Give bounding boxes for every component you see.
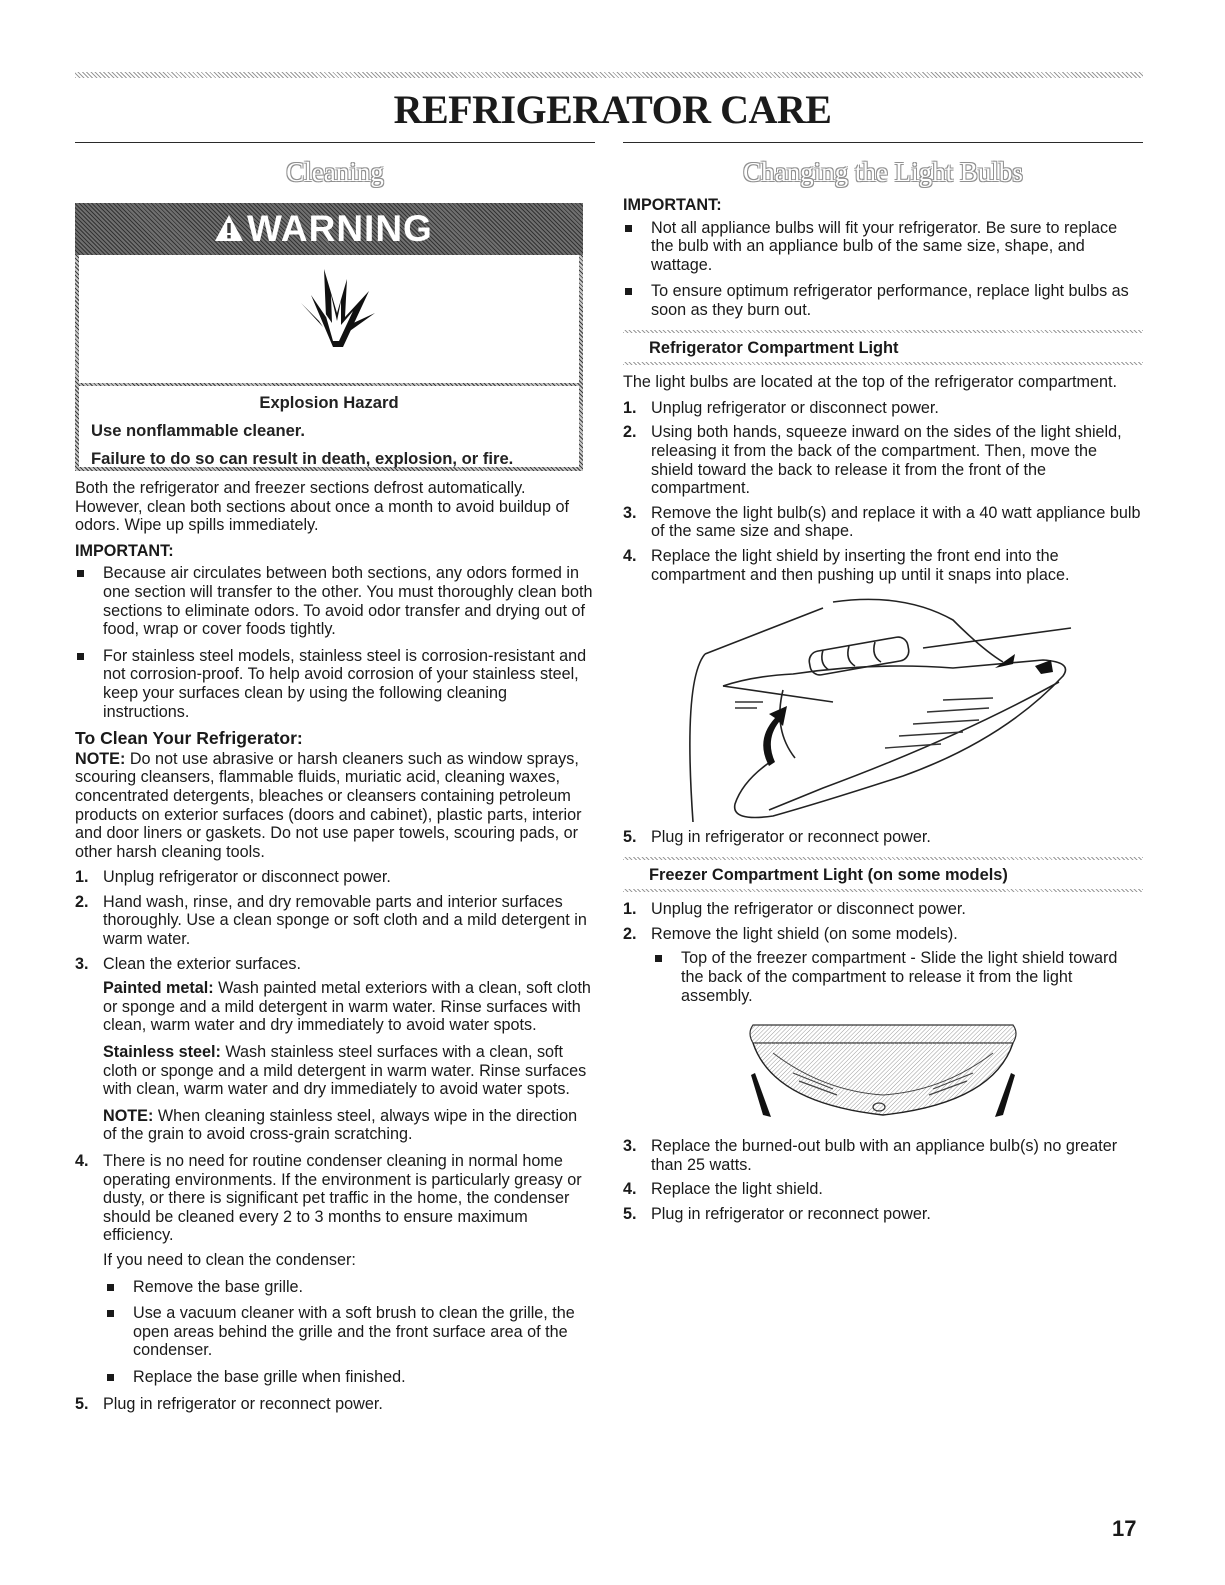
painted-metal-paragraph (75, 979, 595, 1035)
freezer-step-4 (623, 1180, 1143, 1199)
step-text: Replace the burned-out bulb with an appliance bulb(s) no greater than 25 watts. (651, 1137, 1118, 1174)
step-text: Unplug the refrigerator or disconnect power. (651, 900, 966, 919)
step-number: 1. (75, 868, 89, 887)
step-number: 4. (623, 1180, 637, 1199)
condenser-item: Replace the base grille when finished. (105, 1368, 595, 1387)
step-number: 4. (623, 546, 637, 565)
note-text: When cleaning stainless steel, always wipe in the direction of the grain to avoid cross-grain scratching. (103, 1106, 578, 1144)
condenser-intro: If you need to clean the condenser: (103, 1250, 356, 1269)
step-text: Plug in refrigerator or reconnect power. (103, 1394, 383, 1413)
freezer-sub-item: Top of the freezer compartment - Slide the light shield toward the back of the compartment to release it from the light assembly. (653, 949, 1143, 1005)
freezer-step-2 (623, 925, 1143, 944)
fridge-step-1 (623, 399, 1143, 418)
step-number: 3. (623, 503, 637, 522)
cleaning-column (75, 150, 595, 1419)
step-number: 5. (75, 1394, 89, 1413)
stainless-steel-paragraph (75, 1043, 595, 1099)
warning-triangle-icon (214, 214, 244, 242)
light-bulbs-section-title: Changing the Light Bulbs (743, 157, 1023, 187)
step-text: Unplug refrigerator or disconnect power. (651, 398, 939, 417)
cleaning-section-title: Cleaning (286, 157, 384, 187)
note-label: NOTE: (75, 749, 126, 768)
step-text: There is no need for routine condenser cleaning in normal home operating environments. If the environment is particularly greasy or dusty, or there is significant pet traffic in the home, the condenser should be cleaned every 2 to 3 months to ensure maximum efficiency. (103, 1152, 582, 1245)
step-number: 1. (623, 398, 637, 417)
freezer-light-shield-illustration (623, 1013, 1143, 1131)
step-2 (75, 893, 595, 949)
important-label: IMPORTANT: (623, 196, 722, 214)
cleaning-intro: Both the refrigerator and freezer sections defrost automatically. However, clean both sections about once a month to avoid buildup of odors. Wipe up spills immediately. (75, 479, 570, 535)
important-item: Not all appliance bulbs will fit your refrigerator. Be sure to replace the bulb with an appliance bulb of the same size, shape, and wattage. (623, 219, 1143, 275)
note-paragraph (75, 750, 595, 862)
left-title-rule (75, 142, 595, 143)
step-3 (75, 955, 595, 974)
fridge-step-3 (623, 504, 1143, 541)
page-title: REFRIGERATOR CARE (393, 87, 832, 132)
freezer-step-1 (623, 900, 1143, 919)
warning-label: WARNING (247, 208, 433, 249)
step-5 (75, 1395, 595, 1414)
painted-metal-label: Painted metal: (103, 979, 214, 998)
condenser-item: Use a vacuum cleaner with a soft brush to clean the grille, the open areas behind the grille and the front surface area of the condenser. (105, 1304, 595, 1360)
step-text: Remove the light shield (on some models). (651, 924, 958, 943)
step-text: Plug in refrigerator or reconnect power. (651, 828, 931, 847)
step-4 (75, 1152, 595, 1245)
step-text: Unplug refrigerator or disconnect power. (103, 868, 391, 887)
warning-text-area (79, 386, 579, 467)
step-text: Clean the exterior surfaces. (103, 954, 301, 973)
fridge-light-intro: The light bulbs are located at the top of the refrigerator compartment. (623, 373, 1117, 392)
fridge-step-4 (623, 547, 1143, 584)
important-item: For stainless steel models, stainless steel is corrosion-resistant and not corrosion-proof. To help avoid corrosion of your stainless steel, keep your surfaces clean by using the following cleaning instructions. (75, 647, 595, 721)
step-number: 3. (75, 954, 89, 973)
top-decorative-bar (75, 72, 1143, 78)
note-text: Do not use abrasive or harsh cleaners such as window sprays, scouring cleansers, flammable fluids, muriatic acid, cleaning waxes, concentrated detergents, bleaches or cleansers containing petroleum products on exterior surfaces (doors and cabinet), plastic parts, interior and door liners or gaskets. Do not use paper towels, scouring pads, or other harsh cleaning tools. (75, 749, 582, 861)
freezer-step-3 (623, 1137, 1143, 1174)
warning-box (75, 203, 583, 471)
right-title-rule (623, 142, 1143, 143)
important-item: To ensure optimum refrigerator performance, replace light bulbs as soon as they burn out. (623, 282, 1143, 319)
step-number: 1. (623, 900, 637, 919)
stainless-steel-label: Stainless steel: (103, 1043, 221, 1062)
step-text: Using both hands, squeeze inward on the sides of the light shield, releasing it from the back of the compartment. Then, move the shield toward the back to release it from the front of the compartment. (651, 423, 1122, 498)
step-text: Remove the light bulb(s) and replace it with a 40 watt appliance bulb of the same size and shape. (651, 503, 1141, 541)
step-1 (75, 868, 595, 887)
note-label: NOTE: (103, 1106, 154, 1125)
warning-line-2: Failure to do so can result in death, explosion, or fire. (91, 449, 514, 468)
warning-image-area (79, 255, 579, 383)
stainless-note-paragraph (75, 1107, 595, 1144)
important-item: Because air circulates between both sections, any odors formed in one section will transfer to the other. You must thoroughly clean both sections to eliminate odors. To avoid odor transfer and drying out of food, wrap or cover foods tightly. (75, 564, 595, 638)
freezer-light-heading: Freezer Compartment Light (on some models) (623, 859, 1143, 891)
clean-heading: To Clean Your Refrigerator: (75, 728, 303, 749)
warning-line-1: Use nonflammable cleaner. (91, 421, 305, 440)
fridge-light-heading: Refrigerator Compartment Light (623, 332, 1143, 364)
explosion-icon (79, 255, 579, 383)
step-text: Hand wash, rinse, and dry removable parts and interior surfaces thoroughly. Use a clean sponge or soft cloth and a mild detergent in warm water. (103, 892, 587, 949)
light-bulbs-column (623, 150, 1143, 1230)
warning-header (75, 203, 583, 255)
step-number: 3. (623, 1137, 637, 1156)
important-label: IMPORTANT: (75, 541, 174, 560)
stainless-steel-text: Wash stainless steel surfaces with a clean, soft cloth or sponge and a mild detergent in warm water. Rinse surfaces with clean, warm water and dry immediately to avoid water spots. (103, 1043, 587, 1099)
step-number: 2. (623, 924, 637, 943)
fridge-light-shield-illustration (623, 590, 1143, 822)
fridge-step-5 (623, 828, 1143, 847)
step-number: 5. (623, 1205, 637, 1224)
step-text: Replace the light shield by inserting the front end into the compartment and then pushing up until it snaps into place. (651, 546, 1070, 584)
step-number: 2. (75, 892, 89, 911)
step-number: 2. (623, 423, 637, 442)
page-number: 17 (1112, 1516, 1137, 1541)
step-number: 5. (623, 828, 637, 847)
step-text: Replace the light shield. (651, 1180, 823, 1199)
step-text: Plug in refrigerator or reconnect power. (651, 1205, 931, 1224)
warning-hazard-title: Explosion Hazard (259, 393, 399, 412)
fridge-step-2 (623, 423, 1143, 497)
painted-metal-text: Wash painted metal exteriors with a clean, soft cloth or sponge and a mild detergent in warm water. Rinse surfaces with clean, warm water and dry immediately to avoid water spots. (103, 979, 591, 1035)
step-number: 4. (75, 1152, 89, 1170)
freezer-step-5 (623, 1205, 1143, 1224)
condenser-item: Remove the base grille. (105, 1278, 595, 1297)
